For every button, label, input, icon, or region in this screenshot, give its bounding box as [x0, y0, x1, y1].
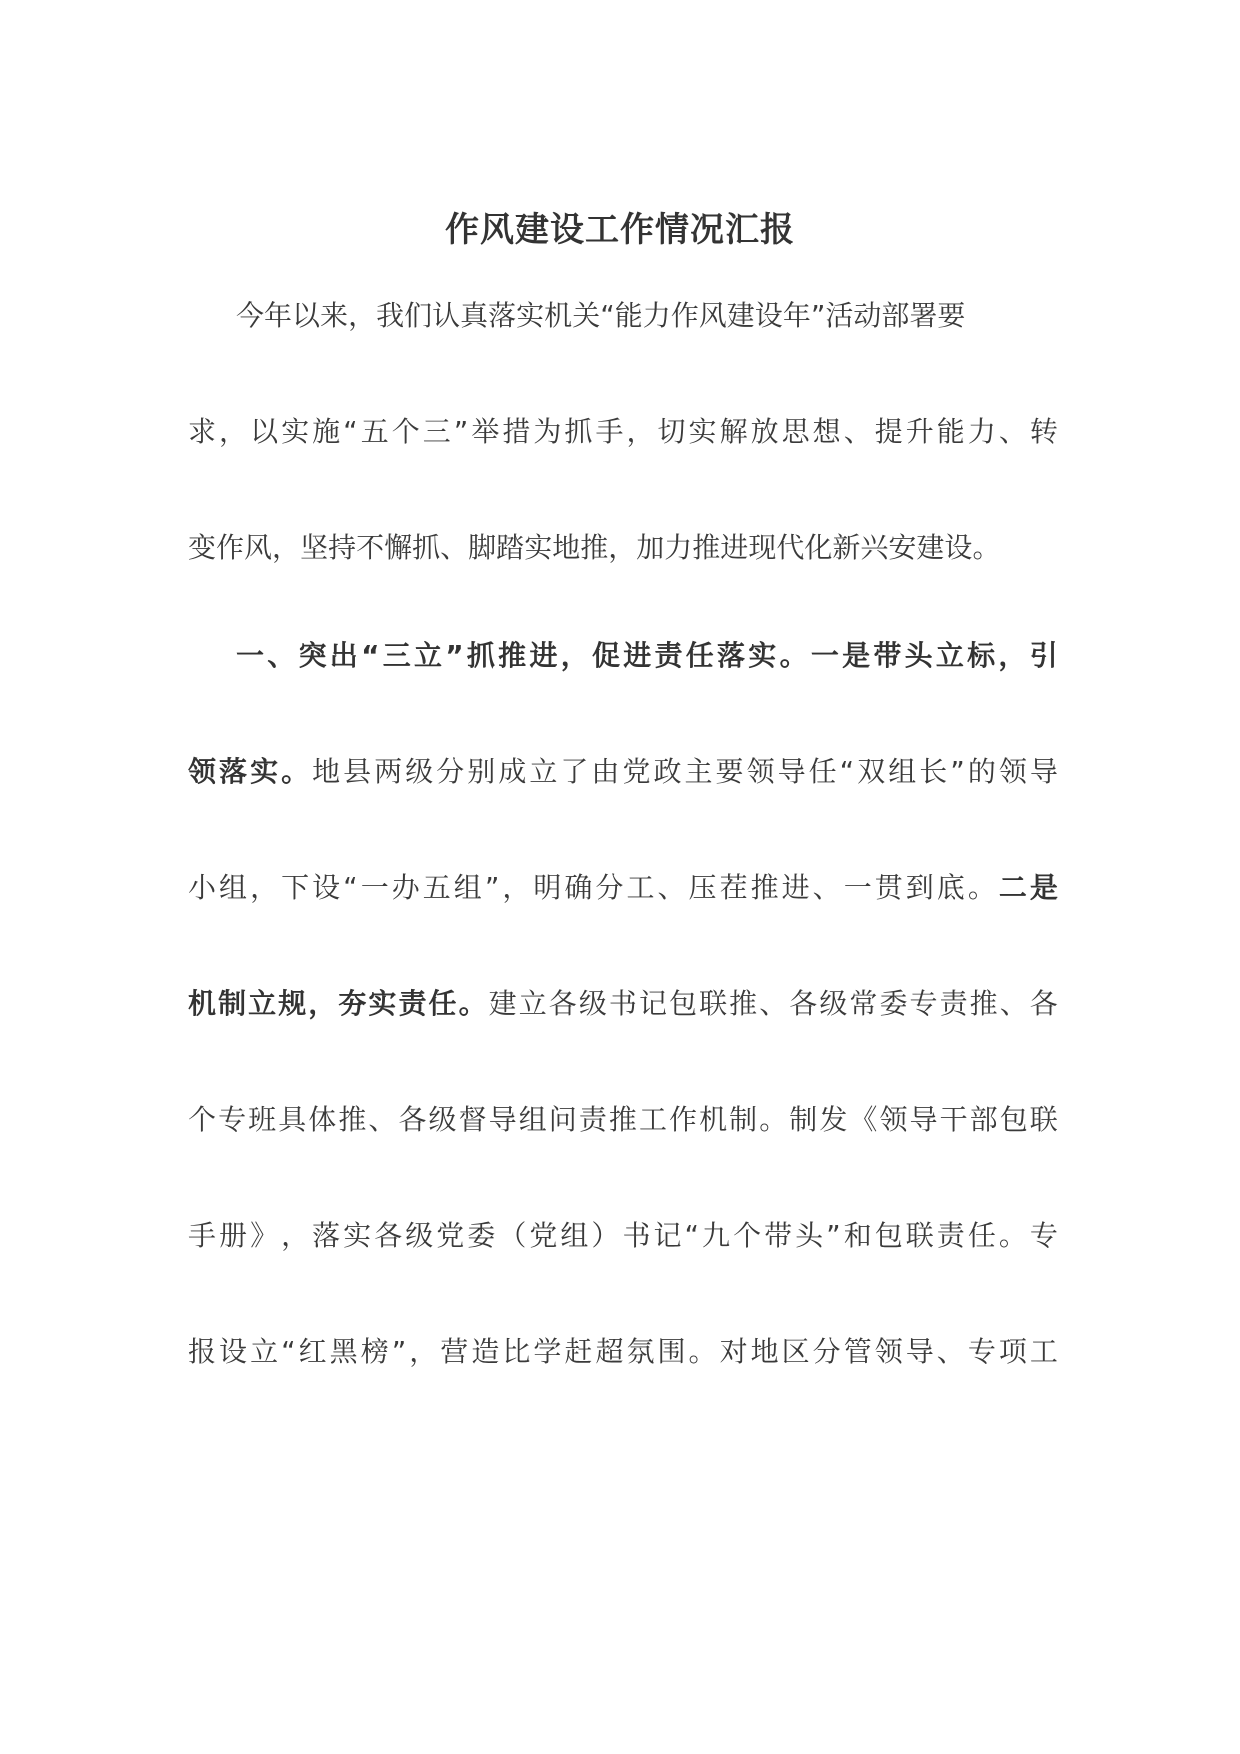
- paragraph-line: 机 制 立 规 ， 夯 实 责 任 。 建 立 各 级 书 记 包 联 推 、 各 级 常 委 专 责 推 、 各: [188, 987, 1058, 1020]
- paragraph-line: 报 设 立 “ 红 黑 榜 ” ， 营 造 比 学 赶 超 氛 围 。 对 地 区 分 管 领 导 、 专 项 工: [188, 1335, 1058, 1368]
- paragraph-line: 一 、 突 出 “ 三 立 ” 抓 推 进 ， 促 进 责 任 落 实 。 一 是 带 头 立 标 ， 引: [236, 639, 1058, 672]
- paragraph-line: 求 ， 以 实 施 “ 五 个 三 ” 举 措 为 抓 手 ， 切 实 解 放 思 想 、 提 升 能 力 、 转: [188, 415, 1058, 448]
- paragraph-line: 今 年 以 来 ， 我 们 认 真 落 实 机 关 “ 能 力 作 风 建 设 年 ” 活 动 部 署 要: [236, 299, 966, 332]
- paragraph-line: 领 落 实 。 地 县 两 级 分 别 成 立 了 由 党 政 主 要 领 导 任 “ 双 组 长 ” 的 领 导: [188, 755, 1058, 788]
- paragraph-line: 个 专 班 具 体 推 、 各 级 督 导 组 问 责 推 工 作 机 制 。 制 发 《 领 导 干 部 包 联: [188, 1103, 1058, 1136]
- document-title: 作风建设工作情况汇报: [445, 210, 795, 250]
- paragraph-line: 变 作 风 ， 坚 持 不 懈 抓 、 脚 踏 实 地 推 ， 加 力 推 进 现 代 化 新 兴 安 建 设 。: [188, 531, 1001, 564]
- paragraph-line: 手 册 》 ， 落 实 各 级 党 委 （ 党 组 ） 书 记 “ 九 个 带 头 ” 和 包 联 责 任 。 专: [188, 1219, 1058, 1252]
- paragraph-line: 小 组 ， 下 设 “ 一 办 五 组 ” ， 明 确 分 工 、 压 茬 推 进 、 一 贯 到 底 。 二 是: [188, 871, 1058, 904]
